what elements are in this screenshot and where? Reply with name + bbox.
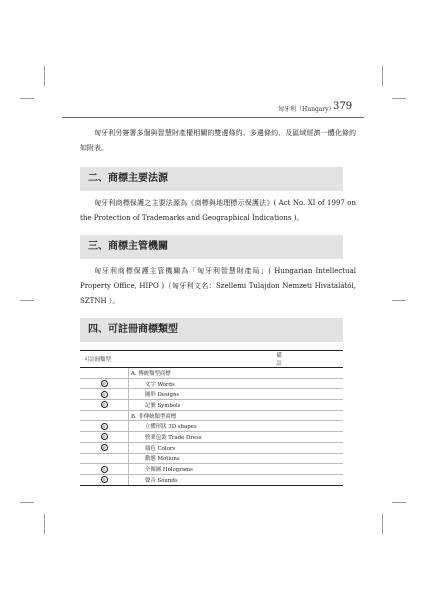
registered-mark-cell [80, 410, 129, 421]
registered-mark-icon: ® [102, 402, 106, 408]
running-head: 匈牙利（Hungary） [278, 106, 335, 113]
crop-mark-top-right-v [382, 66, 383, 86]
registered-mark-icon: ® [102, 477, 106, 483]
section-body-legal-source [80, 196, 356, 226]
col-header-notes-char-2: 註 [276, 361, 282, 367]
type-label-sounds: 聲音 Sounds [145, 477, 178, 484]
col-header-notes-char-1: 備 [276, 353, 282, 359]
legal-source-text: 匈牙利商標保護之主要法源為《商標與地理標示保護法》( Act No. XI of 1997 on the Protection of Trademarks and Geographical Indications )。 [80, 199, 356, 222]
type-label-trade-dress: 營業包裝 Trade Dress [145, 434, 202, 441]
crop-mark-left-top-tick [20, 98, 34, 99]
type-label-colors: 顏色 Colors [145, 445, 176, 452]
table-row [80, 421, 343, 432]
type-label-words: 文字 Words [145, 381, 175, 388]
registered-mark-cell [80, 453, 129, 464]
authority-text: 匈牙利商標保護主管機關為「匈牙利智慧財產局」( Hungarian Intellectual Property Office, HIPO )（匈牙利文名：Szellemi Tulajdon Nemzeti Hivatalától, SZTNH ）。 [80, 267, 356, 305]
registered-mark-icon: ® [102, 381, 106, 387]
table-row [80, 474, 343, 485]
intro-paragraph [80, 126, 356, 156]
registered-mark-icon: ® [102, 434, 106, 440]
table-row [80, 410, 343, 421]
type-label-3d-shapes: 立體形狀 3D shapes [145, 424, 197, 431]
col-header-type: 可註冊類型 [80, 351, 176, 368]
crop-mark-right-mid [392, 300, 406, 301]
crop-mark-right-bottom-tick [392, 502, 406, 503]
table-row [80, 368, 343, 379]
section-heading-authority: 三、商標主管機關 [80, 235, 343, 259]
table-header-row [80, 351, 343, 368]
page-number: 379 [333, 101, 353, 112]
header-rule [62, 117, 364, 118]
section-body-authority [80, 264, 356, 309]
type-label-designs: 圖形 Designs [145, 392, 180, 399]
section-heading-registrable-types: 四、可註冊商標類型 [80, 318, 343, 342]
registered-mark-icon: ® [102, 466, 106, 472]
crop-mark-bottom-left [44, 514, 45, 534]
crop-mark-bottom-right [382, 514, 383, 534]
category-label-traditional: A. 傳統類型商標 [131, 370, 171, 377]
registered-mark-cell [80, 368, 129, 379]
registered-mark-icon: ® [102, 423, 106, 429]
type-label-motions: 動態 Motions [145, 456, 180, 463]
table-row [80, 378, 343, 389]
col-header-notes [176, 351, 343, 368]
crop-mark-left-bottom-tick [20, 502, 34, 503]
table-row [80, 464, 343, 475]
type-label-symbols: 記號 Symbols [145, 402, 181, 409]
type-label-holograms: 全像圖 Holograms [145, 467, 193, 474]
intro-text: 匈牙利另簽署多個與智慧財產權相關的雙邊條約、多邊條約、及區域經濟一體化條約如附表。 [80, 129, 356, 152]
registered-mark-icon: ® [102, 445, 106, 451]
table-row [80, 442, 343, 453]
crop-mark-left-mid [20, 300, 34, 301]
category-label-non-traditional: B. 非傳統類型商標 [131, 413, 177, 420]
section-heading-legal-source: 二、商標主要法源 [80, 167, 343, 191]
table-row [80, 400, 343, 411]
registered-mark-icon: ® [102, 391, 106, 397]
registrable-types-table [80, 350, 343, 486]
table-row [80, 453, 343, 464]
crop-mark-right-top-tick [392, 98, 406, 99]
table-row [80, 432, 343, 443]
crop-mark-top-left-h [44, 66, 45, 86]
table-row [80, 389, 343, 400]
